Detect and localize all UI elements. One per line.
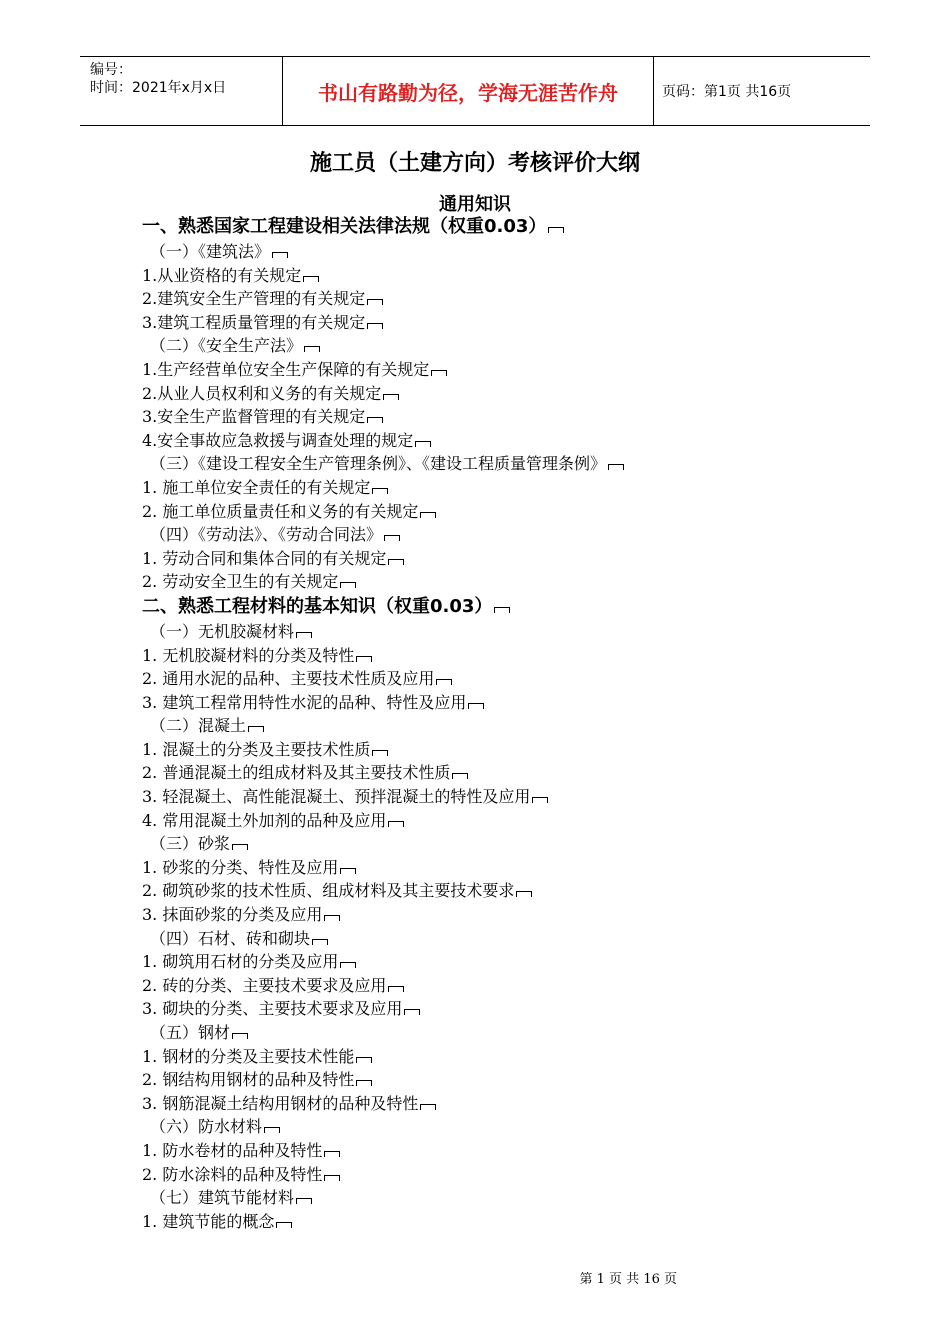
outline-text: 2. 砖的分类、主要技术要求及应用 <box>142 975 387 995</box>
outline-text: 1. 砌筑用石材的分类及应用 <box>142 952 339 972</box>
outline-item <box>142 358 902 382</box>
outline-text: （四）《劳动法》、《劳动合同法》 <box>150 525 383 545</box>
paragraph-mark-icon <box>304 346 320 352</box>
paragraph-mark-icon <box>384 535 400 541</box>
outline-text: 3. 建筑工程常用特性水泥的品种、特性及应用 <box>142 692 467 712</box>
outline-item <box>142 382 902 406</box>
outline-item <box>142 1068 902 1092</box>
outline-item <box>142 287 902 311</box>
outline-item <box>142 738 902 762</box>
paragraph-mark-icon <box>372 488 388 494</box>
header-motto: 书山有路勤为径，学海无涯苦作舟 <box>282 57 654 125</box>
header-meta <box>90 61 280 97</box>
paragraph-mark-icon <box>420 512 436 518</box>
outline-item <box>142 691 902 715</box>
paragraph-mark-icon <box>264 1127 280 1133</box>
outline-text: 2. 通用水泥的品种、主要技术性质及应用 <box>142 669 435 689</box>
paragraph-mark-icon <box>468 703 484 709</box>
outline-text: 一、熟悉国家工程建设相关法律法规（权重0.03） <box>142 216 547 237</box>
paragraph-mark-icon <box>367 417 383 423</box>
paragraph-mark-icon <box>372 750 388 756</box>
outline-item <box>142 997 902 1021</box>
outline-text: 2.从业人员权利和义务的有关规定 <box>142 383 382 403</box>
paragraph-mark-icon <box>296 632 312 638</box>
paragraph-mark-icon <box>383 394 399 400</box>
outline-item <box>142 1092 902 1116</box>
paragraph-mark-icon <box>388 986 404 992</box>
outline-text: 2. 劳动安全卫生的有关规定 <box>142 572 339 592</box>
outline-item <box>142 1139 902 1163</box>
subsection-heading <box>142 1186 902 1210</box>
paragraph-mark-icon <box>388 559 404 565</box>
subsection-heading <box>142 927 902 951</box>
outline-item <box>142 950 902 974</box>
outline-item <box>142 667 902 691</box>
outline-text: （三）砂浆 <box>150 834 231 854</box>
paragraph-mark-icon <box>608 464 624 470</box>
outline-text: （二）混凝土 <box>150 716 247 736</box>
outline-item <box>142 547 902 571</box>
paragraph-mark-icon <box>532 797 548 803</box>
outline-item <box>142 1045 902 1069</box>
outline-text: 2.建筑安全生产管理的有关规定 <box>142 289 366 309</box>
subsection-heading <box>142 620 902 644</box>
subsection-heading <box>142 334 902 358</box>
paragraph-mark-icon <box>420 1104 436 1110</box>
footer-page-number: 第 1 页 共 16 页 <box>579 1272 677 1287</box>
subsection-heading <box>142 714 902 738</box>
outline-text: （五）钢材 <box>150 1023 231 1042</box>
paragraph-mark-icon <box>248 726 264 732</box>
outline-item <box>142 761 902 785</box>
subsection-heading <box>142 240 902 264</box>
outline-item <box>142 429 902 453</box>
outline-text: （七）建筑节能材料 <box>150 1188 295 1208</box>
document-subtitle: 通用知识 <box>439 194 511 215</box>
paragraph-mark-icon <box>232 844 248 850</box>
paragraph-mark-icon <box>452 773 468 779</box>
outline-text: 2. 施工单位质量责任和义务的有关规定 <box>142 501 419 521</box>
outline-text: 2. 砌筑砂浆的技术性质、组成材料及其主要技术要求 <box>142 881 515 901</box>
section-heading <box>142 214 902 240</box>
paragraph-mark-icon <box>340 582 356 588</box>
paragraph-mark-icon <box>431 370 447 376</box>
time-label: 时间：2021年x月x日 <box>90 80 227 96</box>
subsection-heading <box>142 523 902 547</box>
outline-item <box>142 476 902 500</box>
outline-item <box>142 405 902 429</box>
outline-text: 1. 砂浆的分类、特性及应用 <box>142 857 339 877</box>
outline-text: 1. 无机胶凝材料的分类及特性 <box>142 645 355 665</box>
outline-text: 二、熟悉工程材料的基本知识（权重0.03） <box>142 595 493 617</box>
paragraph-mark-icon <box>494 607 510 613</box>
outline-text: 2. 防水涂料的品种及特性 <box>142 1164 323 1184</box>
outline-text: 1. 劳动合同和集体合同的有关规定 <box>142 548 387 568</box>
paragraph-mark-icon <box>296 1198 312 1204</box>
outline-text: 1.从业资格的有关规定 <box>142 265 302 285</box>
outline-item <box>142 879 902 903</box>
outline-text: 3. 轻混凝土、高性能混凝土、预拌混凝土的特性及应用 <box>142 787 531 807</box>
outline-item <box>142 1163 902 1187</box>
outline-text: 1.生产经营单位安全生产保障的有关规定 <box>142 359 430 379</box>
outline-text: 3. 钢筋混凝土结构用钢材的品种及特性 <box>142 1093 419 1113</box>
outline-text: 3.建筑工程质量管理的有关规定 <box>142 312 366 332</box>
paragraph-mark-icon <box>312 939 328 945</box>
outline-text: 1. 施工单位安全责任的有关规定 <box>142 477 371 497</box>
outline-item <box>142 500 902 524</box>
outline-text: 1. 建筑节能的概念 <box>142 1211 275 1231</box>
outline-text: 3. 砌块的分类、主要技术要求及应用 <box>142 999 403 1019</box>
section-heading <box>142 594 902 620</box>
outline-item <box>142 311 902 335</box>
paragraph-mark-icon <box>415 441 431 447</box>
outline-item <box>142 1210 902 1234</box>
subsection-heading <box>142 452 902 476</box>
page-footer <box>0 1268 950 1287</box>
outline-text: 3.安全生产监督管理的有关规定 <box>142 407 366 427</box>
subsection-heading <box>142 832 902 856</box>
paragraph-mark-icon <box>388 821 404 827</box>
paragraph-mark-icon <box>324 1151 340 1157</box>
paragraph-mark-icon <box>367 323 383 329</box>
paragraph-mark-icon <box>276 1222 292 1228</box>
paragraph-mark-icon <box>356 656 372 662</box>
outline-text: （三）《建设工程安全生产管理条例》、《建设工程质量管理条例》 <box>150 454 607 474</box>
outline-item <box>142 974 902 998</box>
outline-text: 4. 常用混凝土外加剂的品种及应用 <box>142 810 387 830</box>
paragraph-mark-icon <box>340 868 356 874</box>
outline-text: 1. 防水卷材的品种及特性 <box>142 1140 323 1160</box>
paragraph-mark-icon <box>436 679 452 685</box>
outline-item <box>142 644 902 668</box>
paragraph-mark-icon <box>548 227 564 233</box>
paragraph-mark-icon <box>272 252 288 258</box>
outline-item <box>142 903 902 927</box>
outline-text: 2. 普通混凝土的组成材料及其主要技术性质 <box>142 763 451 783</box>
paragraph-mark-icon <box>340 962 356 968</box>
outline-text: 2. 钢结构用钢材的品种及特性 <box>142 1070 355 1090</box>
outline-item <box>142 264 902 288</box>
outline-text: （六）防水材料 <box>150 1117 263 1137</box>
outline-item <box>142 785 902 809</box>
outline-text: （一）无机胶凝材料 <box>150 621 295 641</box>
paragraph-mark-icon <box>404 1009 420 1015</box>
outline-text: 1. 混凝土的分类及主要技术性质 <box>142 739 371 759</box>
outline-text: 1. 钢材的分类及主要技术性能 <box>142 1046 355 1066</box>
paragraph-mark-icon <box>516 891 532 897</box>
paragraph-mark-icon <box>303 276 319 282</box>
paragraph-mark-icon <box>324 915 340 921</box>
outline-text: （一）《建筑法》 <box>150 242 271 261</box>
outline-item <box>142 856 902 880</box>
outline-text: （二）《安全生产法》 <box>150 336 303 356</box>
paragraph-mark-icon <box>356 1057 372 1063</box>
outline-item <box>142 809 902 833</box>
outline-item <box>142 570 902 594</box>
number-label: 编号： <box>90 62 132 78</box>
paragraph-mark-icon <box>324 1175 340 1181</box>
paragraph-mark-icon <box>367 299 383 305</box>
outline-content <box>142 214 902 1233</box>
paragraph-mark-icon <box>356 1080 372 1086</box>
page-header <box>80 56 870 126</box>
header-page-label: 页码：第1页 共16页 <box>662 84 792 100</box>
subsection-heading <box>142 1021 902 1045</box>
outline-text: 4.安全事故应急救援与调查处理的规定 <box>142 430 414 450</box>
outline-text: （四）石材、砖和砌块 <box>150 928 311 948</box>
paragraph-mark-icon <box>232 1033 248 1039</box>
subsection-heading <box>142 1115 902 1139</box>
document-title: 施工员（土建方向）考核评价大纲 <box>309 150 640 176</box>
outline-text: 3. 抹面砂浆的分类及应用 <box>142 905 323 925</box>
